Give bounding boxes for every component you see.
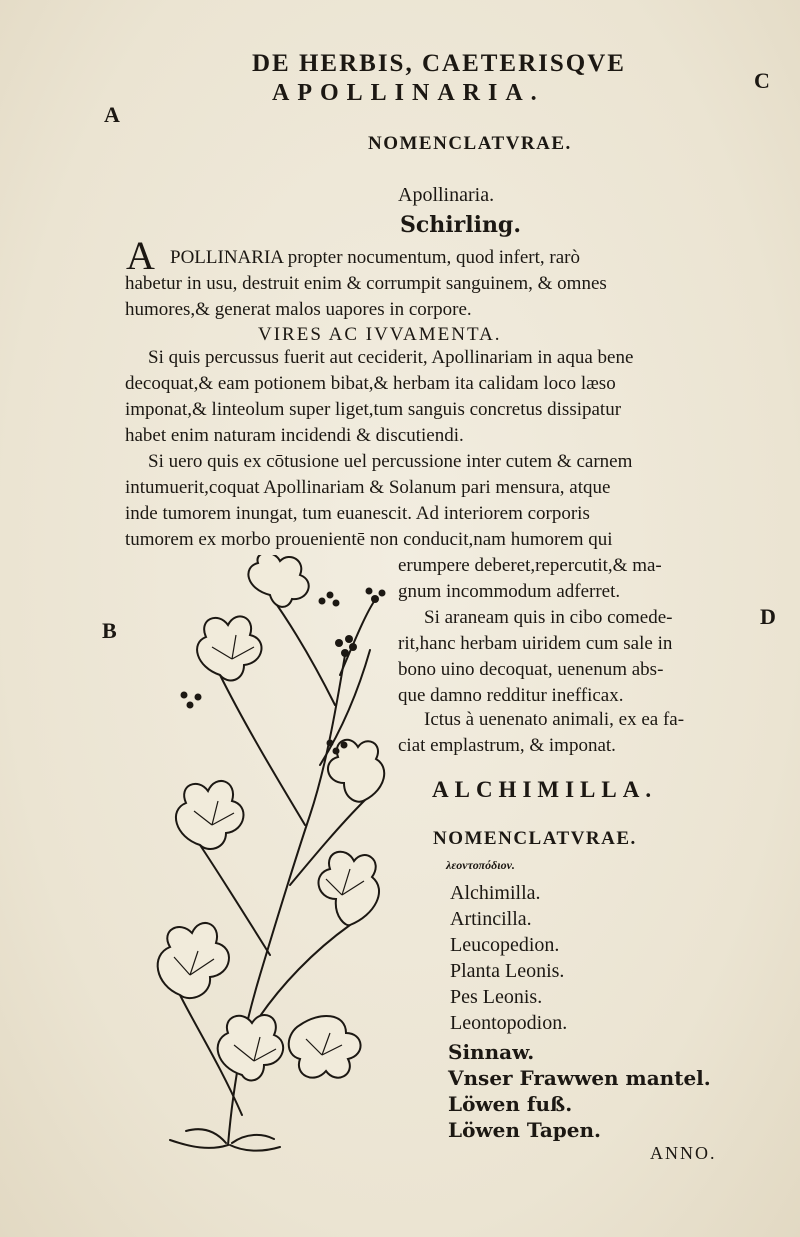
intro-line: habetur in usu, destruit enim & corrumpit sanguinem, & omnes — [125, 273, 607, 294]
name-list-item: Artincilla. — [450, 908, 532, 930]
paragraph-line: rit,hanc herbam uiridem cum sale in — [398, 633, 673, 654]
chapter-title-alchimilla: ALCHIMILLA. — [432, 777, 658, 802]
name-list-item: Pes Leonis. — [450, 986, 543, 1008]
paragraph-line: tumorem ex morbo prouenientē non conducit,nam humorem qui — [125, 529, 613, 550]
paragraph-line: habet enim naturam incidendi & discutiendi. — [125, 425, 464, 446]
vires-heading: VIRES AC IVVAMENTA. — [258, 324, 502, 345]
name-list-item: Leucopedion. — [450, 934, 560, 956]
paragraph-line: Ictus à uenenato animali, ex ea fa- — [424, 709, 685, 730]
paragraph-line: Si araneam quis in cibo comede- — [424, 607, 673, 628]
nomenclature-heading: NOMENCLATVRAE. — [368, 133, 572, 154]
margin-letter-d: D — [760, 604, 776, 629]
german-name: Vnser Frawwen mantel. — [448, 1066, 711, 1090]
paragraph-line: decoquat,& eam potionem bibat,& herbam ita calidam loco læso — [125, 373, 616, 394]
drop-cap: A — [126, 233, 155, 278]
paragraph-line: que damno redditur inefficax. — [398, 685, 624, 706]
margin-letter-b: B — [102, 618, 117, 643]
paragraph-line: inde tumorem inungat, tum euanescit. Ad interiorem corporis — [125, 503, 590, 524]
alchemilla-woodcut-illustration — [150, 555, 390, 1155]
name-list-item: Planta Leonis. — [450, 960, 565, 982]
paragraph-line: Si uero quis ex cōtusione uel percussione inter cutem & carnem — [148, 451, 633, 472]
paragraph-line: bono uino decoquat, uenenum abs- — [398, 659, 664, 680]
name-list-item: Alchimilla. — [450, 882, 541, 904]
synonym-apollinaria: Apollinaria. — [398, 184, 495, 206]
german-name: Löwen fuß. — [448, 1092, 573, 1116]
margin-letter-a: A — [104, 102, 120, 127]
chapter-title-apollinaria: APOLLINARIA. — [272, 80, 545, 106]
intro-line: POLLINARIA propter nocumentum, quod infert, rarò — [170, 247, 580, 268]
paragraph-line: imponat,& linteolum super liget,tum sanguis concretus dissipatur — [125, 399, 622, 420]
paragraph-line: Si quis percussus fuerit aut ceciderit, Apollinariam in aqua bene — [148, 347, 634, 368]
paragraph-line: ciat emplastrum, & imponat. — [398, 735, 616, 756]
margin-letter-c: C — [754, 68, 770, 93]
running-header: DE HERBIS, CAETERISQVE — [252, 50, 626, 77]
paragraph-line: intumuerit,coquat Apollinariam & Solanum pari mensura, atque — [125, 477, 611, 498]
german-name-schirling: Schirling. — [400, 212, 521, 238]
german-name: Löwen Tapen. — [448, 1118, 601, 1142]
paragraph-line: gnum incommodum adferret. — [398, 581, 621, 602]
name-list-item: Leontopodion. — [450, 1012, 568, 1034]
german-name: Sinnaw. — [448, 1040, 535, 1064]
nomenclature-heading: NOMENCLATVRAE. — [433, 828, 637, 849]
greek-name: λεοντοπόδιον. — [446, 858, 515, 872]
paragraph-line: erumpere deberet,repercutit,& ma- — [398, 555, 662, 576]
intro-line: humores,& generat malos uapores in corpore. — [125, 299, 472, 320]
catchword: ANNO. — [650, 1143, 717, 1163]
